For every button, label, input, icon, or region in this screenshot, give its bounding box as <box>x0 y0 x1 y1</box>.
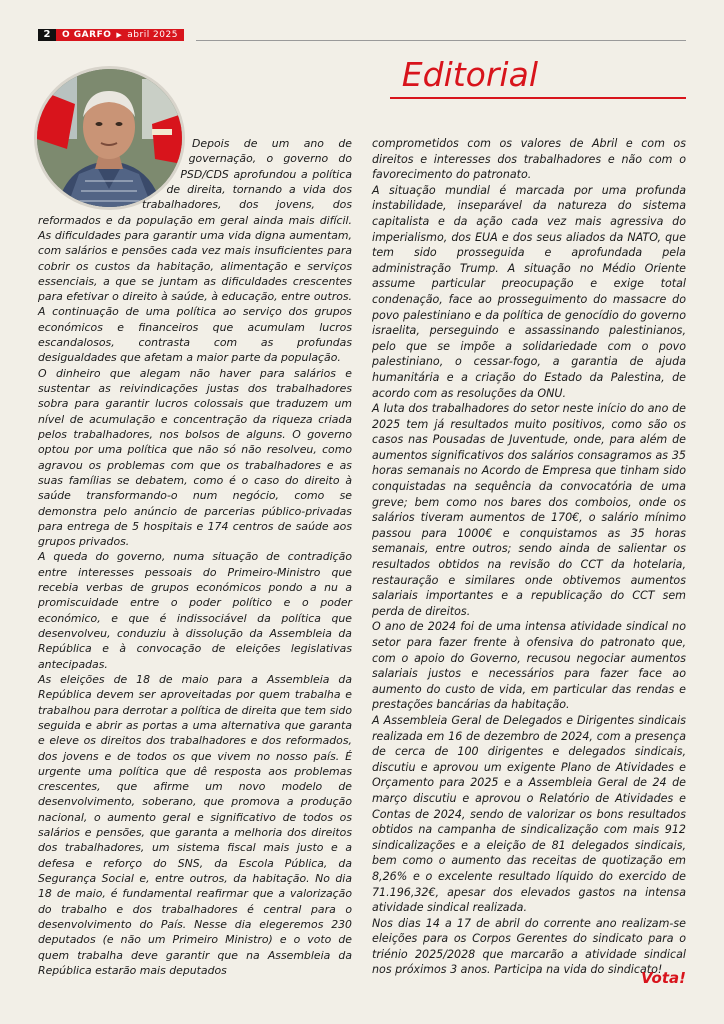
paragraph: Depois de um ano de governação, o governo do PSD/CDS aprofundou a política de direita, tornando a vida dos trabalhadores, dos jovens, dos reformados e da população em geral ainda mais difícil. As dificuldades para garantir uma vida digna aumentam, com salários e pensões cada vez mais insuficientes para cobrir os custos da habitação, alimentação e serviços essenciais, a que se juntam as dificuldades crescentes para efetivar o direito à saúde, à educação, entre outros. A continuação de uma política ao serviço dos grupos económicos e financeiros que acumulam lucros escandalosos, contrasta com as profundas desigualdades que afetam a maior parte da população. <box>38 137 352 365</box>
paragraph: As eleições de 18 de maio para a Assembleia da República devem ser aproveitadas por quem trabalha e trabalhou para derrotar a política de direita que tem sido seguida e abrir as portas a uma alternativa que garanta e eleve os direitos dos trabalhadores e dos reformados, dos jovens e de todos os que vivem no nosso país. É urgente uma política que dê resposta aos problemas crescentes, que afirme um novo modelo de desenvolvimento, soberano, que promova a produção nacional, o aumento geral e significativo de todos os salários e pensões, que garanta a melhoria dos direitos dos trabalhadores, um sistema fiscal mais justo e a defesa e reforço do SNS, da Escola Pública, da Segurança Social e, entre outros, da habitação. No dia 18 de maio, é fundamental reafirmar que a valorização do trabalho e dos trabalhadores é central para o desenvolvimento do País. Nesse dia elegeremos 230 deputados (e não um Primeiro Ministro) e o voto de quem trabalha deve garantir que na Assembleia da República estarão mais deputados <box>38 672 352 977</box>
paragraph: A queda do governo, numa situação de contradição entre interesses pessoais do Primeiro-Ministro que recebia verbas de grupos económicos pondo a nu a promiscuidade entre o poder político e o poder económico, e que é indissociável da política que desenvolveu, conduziu à dissolução da Assembleia da República e à convocação de eleições legislativas antecipadas. <box>38 550 352 671</box>
page-title: Editorial <box>401 55 538 94</box>
publication-name: O GARFO <box>62 30 112 40</box>
left-column <box>38 136 352 996</box>
paragraph: A luta dos trabalhadores do setor neste início do ano de 2025 tem já resultados muito positivos, como são os casos nas Pousadas de Juventude, onde, para além de aumentos significativos dos salários consagramos as 35 horas semanais no Acordo de Empresa que tinham sido conquistadas na sequência da convocatória de uma greve; bem como nos bares dos comboios, onde os salários tiveram aumentos de 170€, o salário mínimo passou para 1000€ e conquistamos as 35 horas semanais, entre outros; sendo ainda de salientar os resultados obtidos na revisão do CCT da hotelaria, restauração e similares onde obtivemos aumentos salariais importantes e a republicação do CCT sem perda de direitos. <box>372 402 686 618</box>
title-underline <box>390 97 686 99</box>
issue-date: abril 2025 <box>127 30 178 40</box>
closing-vote: Vota! <box>641 969 686 987</box>
paragraph: comprometidos com os valores de Abril e com os direitos e interesses dos trabalhadores e não com o favorecimento do patronato. <box>372 137 686 182</box>
paragraph: A Assembleia Geral de Delegados e Dirigentes sindicais realizada em 16 de dezembro de 2024, com a presença de cerca de 100 dirigentes e delegados sindicais, discutiu e aprovou um exigente Plano de Atividades e Orçamento para 2025 e a Assembleia Geral de 24 de março discutiu e aprovou o Relatório de Atividades e Contas de 2024, sendo de valorizar os bons resultados obtidos na campanha de sindicalização com mais 912 sindicalizações e a eleição de 81 delegados sindicais, bem como o aumento das receitas de quotização em 8,26% e o excelente resultado líquido do exercido de 71.196,32€, apesar dos elevados gastos na intensa atividade sindical realizada. <box>372 713 686 915</box>
paragraph: O ano de 2024 foi de uma intensa atividade sindical no setor para fazer frente à ofensiva do patronato que, com o apoio do Governo, recusou negociar aumentos salariais justos e necessários para fazer face ao aumento do custo de vida, em particular das rendas e prestações bancárias da habitação. <box>372 620 686 712</box>
right-column <box>372 136 686 996</box>
triangle-icon: ▶ <box>116 31 123 39</box>
header-band <box>56 29 184 41</box>
header-rule <box>196 40 686 41</box>
paragraph: O dinheiro que alegam não haver para salários e sustentar as reivindicações justas dos trabalhadores sobra para garantir lucros colossais que traduzem um nível de acumulação e concentração da riqueza criada pelos trabalhadores, nos bolsos de alguns. O governo optou por uma política que não só não resolveu, como agravou os problemas com que os trabalhadores e as suas famílias se debatem, como é o caso do direito à saúde transformando-o num negócio, como se demonstra pelo anúncio de parcerias público-privadas para entrega de 5 hospitais e 174 centros de saúde aos grupos privados. <box>38 366 352 549</box>
page-number: 2 <box>38 29 56 41</box>
page-header <box>38 29 184 41</box>
paragraph: A situação mundial é marcada por uma profunda instabilidade, inseparável da natureza do sistema capitalista e da ação cada vez mais agressiva do imperialismo, dos EUA e dos seus aliados da NATO, que tem sido prosseguida e aprofundada pela administração Trump. A situação no Médio Oriente assume particular preocupação e exige total condenação, face ao prosseguimento do massacre do povo palestiniano e da política de genocídio do governo israelita, perseguindo e assassinando palestinianos, pelo que se impõe a solidariedade com o povo palestiniano, o cessar-fogo, a garantia de ajuda humanitária e a criação do Estado da Palestina, de acordo com as resoluções da ONU. <box>372 183 686 400</box>
paragraph: Nos dias 14 a 17 de abril do corrente ano realizam-se eleições para os Corpos Gerentes do sindicato para o triénio 2025/2028 que marcarão a atividade sindical nos próximos 3 anos. Participa na vida do sindicato! <box>372 916 686 977</box>
